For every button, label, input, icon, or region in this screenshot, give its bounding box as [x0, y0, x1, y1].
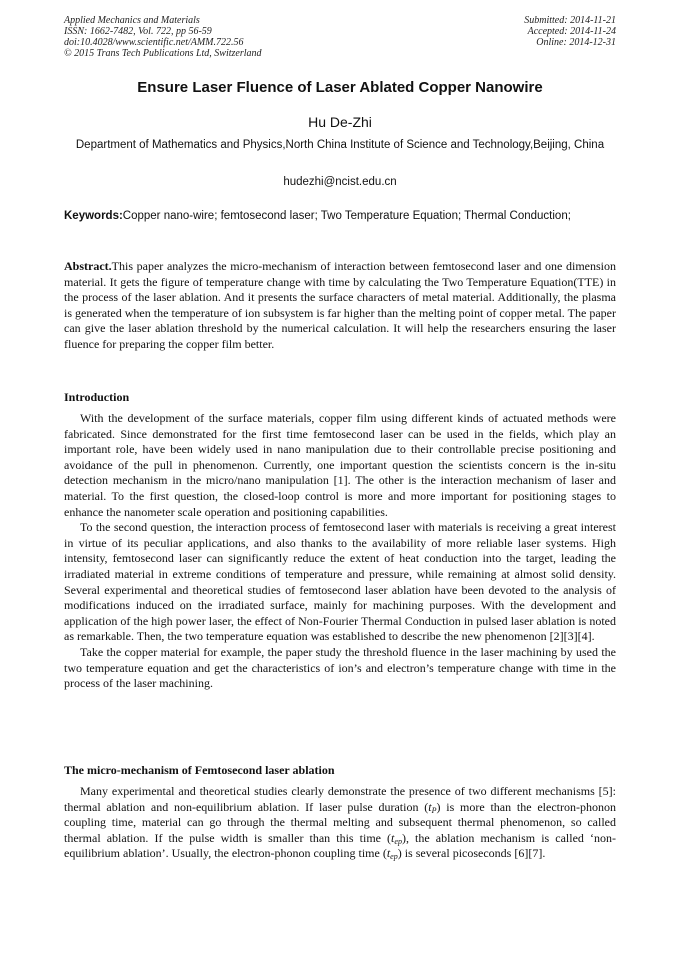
text-run: ) is more than the electron-phonon coupling time, material can go through the thermal melting and subsequent thermal phenomenon, so called thermal ablation. If the pulse width is smaller than this time ( — [64, 799, 616, 845]
journal-name: Applied Mechanics and Materials — [64, 15, 200, 26]
abstract-label: Abstract. — [64, 259, 112, 273]
accepted-date: Accepted: 2014-11-24 — [527, 26, 616, 37]
paper-title: Ensure Laser Fluence of Laser Ablated Copper Nanowire — [137, 79, 543, 96]
abstract — [64, 259, 616, 353]
micro-mechanism-heading: The micro-mechanism of Femtosecond laser ablation — [64, 763, 335, 777]
introduction-body — [64, 411, 616, 692]
keywords — [64, 209, 616, 223]
abstract-text: This paper analyzes the micro-mechanism of interaction between femtosecond laser and one dimension material. It gets the figure of temperature change with time by calculating the Two Temperature Equation(TTE) in the process of the laser ablation. And it presents the surface characters of metal material. Additionally, the plasma is generated when the temperature of ion subsystem is far higher than the melting point of copper metal. The paper can give the laser ablation threshold by the numerical calculation. It will help the researchers ensuring the laser fluence for preparing the copper film better. — [64, 259, 616, 351]
text-run: ) is several picoseconds [6][7]. — [397, 846, 546, 861]
symbol-t: t — [391, 830, 395, 845]
affiliation: Department of Mathematics and Physics,North China Institute of Science and Technology,Beijing, China — [75, 139, 605, 151]
introduction-heading: Introduction — [64, 390, 130, 404]
text-run: Many experimental and theoretical studies clearly demonstrate the presence of two different mechanisms [5]: thermal ablation and non-equilibrium ablation. If laser pulse duration ( — [64, 784, 616, 814]
micro-paragraph-1 — [64, 784, 616, 862]
author-name: Hu De-Zhi — [308, 114, 372, 130]
symbol-t: t — [386, 846, 391, 861]
symbol-t: t — [428, 799, 432, 814]
header-right — [524, 15, 616, 48]
text-run: ), the ablation mechanism is called ‘non-equilibrium ablation’. Usually, the electron-phonon coupling time ( — [64, 830, 616, 861]
author-email: hudezhi@ncist.edu.cn — [283, 176, 397, 188]
keywords-text: Copper nano-wire; femtosecond laser; Two Temperature Equation; Thermal Conduction; — [122, 210, 571, 222]
subscript-ep: ep — [390, 852, 398, 862]
intro-paragraph-2: To the second question, the interaction process of femtosecond laser with materials is receiving a great interest in virtue of its peculiar applications, and also thanks to the availability of more reliable laser systems. High intensity, femtosecond laser can significantly reduce the extent of heat conduction into the target, leading the irradiated material in extreme conditions of temperature and pressure, while remaining at almost solid density. Several experimental and theoretical studies of femtosecond laser ablation have been devoted to the analysis of modifications induced on the irradiated surface, mainly for machining purposes. With the development and application of the high power laser, the effect of Non-Fourier Thermal Conduction in pulsed laser ablation is noted as remarkable. Then, the two temperature equation was established to describe the new phenomenon [2][3][4]. — [64, 520, 616, 644]
online-date: Online: 2014-12-31 — [536, 37, 616, 48]
submitted-date: Submitted: 2014-11-21 — [524, 15, 616, 26]
intro-paragraph-3: Take the copper material for example, the paper study the threshold fluence in the laser machining by used the two temperature equation and get the characteristics of ion’s and electron’s temperature change with time in the process of the laser machining. — [64, 644, 616, 691]
doi: doi:10.4028/www.scientific.net/AMM.722.56 — [64, 37, 244, 48]
header-left — [64, 15, 262, 59]
micro-mechanism-body — [64, 784, 616, 862]
issn: ISSN: 1662-7482, Vol. 722, pp 56-59 — [64, 26, 212, 37]
subscript-p: P — [431, 805, 437, 815]
subscript-ep: ep — [394, 836, 402, 846]
copyright: © 2015 Trans Tech Publications Ltd, Switzerland — [64, 48, 262, 59]
keywords-label: Keywords: — [64, 210, 123, 222]
intro-paragraph-1: With the development of the surface materials, copper film using different kinds of actuated methods were fabricated. Since demonstrated for the first time femtosecond laser can be used in the fields, which play an important role, have been widely used in nano manipulation due to their controllable precise positioning and avoidance of the pull in phenomenon. Currently, one important question the scientists concern is the in-situ detection mechanism in the micro/nano manipulation [1]. The other is the interaction mechanism of laser and material. To the first question, the closed-loop control is more and more important for positioning stages to enhance the nanometer scale operation and positioning capabilities. — [64, 411, 616, 519]
